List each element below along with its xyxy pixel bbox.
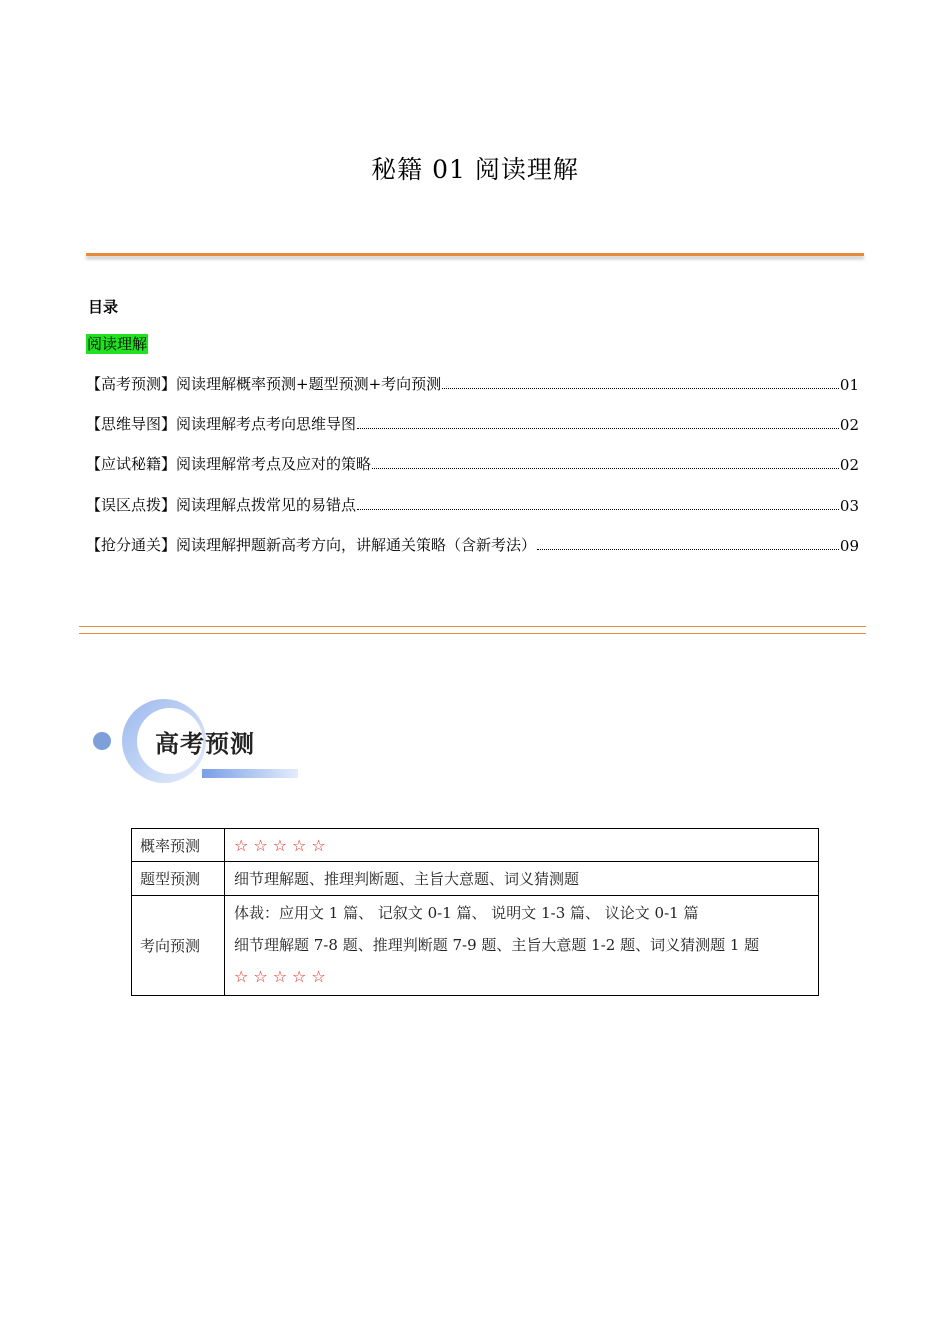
- row-key: 考向预测: [132, 896, 225, 996]
- toc-section-highlight[interactable]: 阅读理解: [87, 335, 148, 353]
- section-divider-lower: [79, 633, 866, 634]
- direction-stars: ☆☆☆☆☆: [234, 967, 331, 986]
- toc-entry[interactable]: [86, 452, 859, 474]
- toc-entry-page: 09: [839, 537, 859, 555]
- toc-heading: 目录: [88, 298, 119, 316]
- genre-line: 体裁：应用文 1 篇、 记叙文 0-1 篇、 说明文 1-3 篇、 议论文 0-1 篇: [234, 904, 699, 922]
- section-banner-title: 高考预测: [155, 730, 255, 758]
- toc-leader: [537, 548, 839, 550]
- row-key: 题型预测: [132, 862, 225, 896]
- toc-entry-page: 01: [839, 376, 859, 394]
- prediction-table: [131, 828, 819, 996]
- document-title: 秘籍 01 阅读理解: [371, 155, 579, 184]
- toc-entry-page: 02: [839, 456, 859, 474]
- toc-entry-label: 【抢分通关】阅读理解押题新高考方向，讲解通关策略（含新考法）: [86, 536, 537, 554]
- section-divider-upper: [79, 626, 866, 627]
- table-row: [132, 829, 819, 862]
- toc-leader: [372, 467, 839, 469]
- toc-entry-label: 【应试秘籍】阅读理解常考点及应对的策略: [86, 455, 372, 473]
- toc-leader: [442, 387, 839, 389]
- toc-entry[interactable]: [86, 533, 859, 555]
- toc-leader: [357, 427, 839, 429]
- toc-leader: [357, 508, 839, 510]
- table-row: [132, 862, 819, 896]
- toc-entry[interactable]: [86, 412, 859, 434]
- row-key: 概率预测: [132, 829, 225, 862]
- title-divider: [86, 253, 864, 256]
- toc-entry-page: 03: [839, 497, 859, 515]
- toc-entry[interactable]: [86, 493, 859, 515]
- table-row: [132, 896, 819, 996]
- row-value: [225, 896, 819, 996]
- toc-entry-label: 【思维导图】阅读理解考点考向思维导图: [86, 415, 357, 433]
- toc-entry-page: 02: [839, 416, 859, 434]
- row-value: 细节理解题、推理判断题、主旨大意题、词义猜测题: [225, 862, 819, 896]
- question-count-line: 细节理解题 7-8 题、推理判断题 7-9 题、主旨大意题 1-2 题、词义猜测题 1 题: [234, 936, 760, 954]
- toc-entry[interactable]: [86, 372, 859, 394]
- toc-entry-label: 【高考预测】阅读理解概率预测+题型预测+考向预测: [86, 375, 442, 393]
- row-value: [225, 829, 819, 862]
- probability-stars: ☆☆☆☆☆: [234, 835, 331, 855]
- banner-dot: [93, 732, 111, 750]
- toc-entry-label: 【误区点拨】阅读理解点拨常见的易错点: [86, 496, 357, 514]
- banner-bar: [202, 769, 298, 778]
